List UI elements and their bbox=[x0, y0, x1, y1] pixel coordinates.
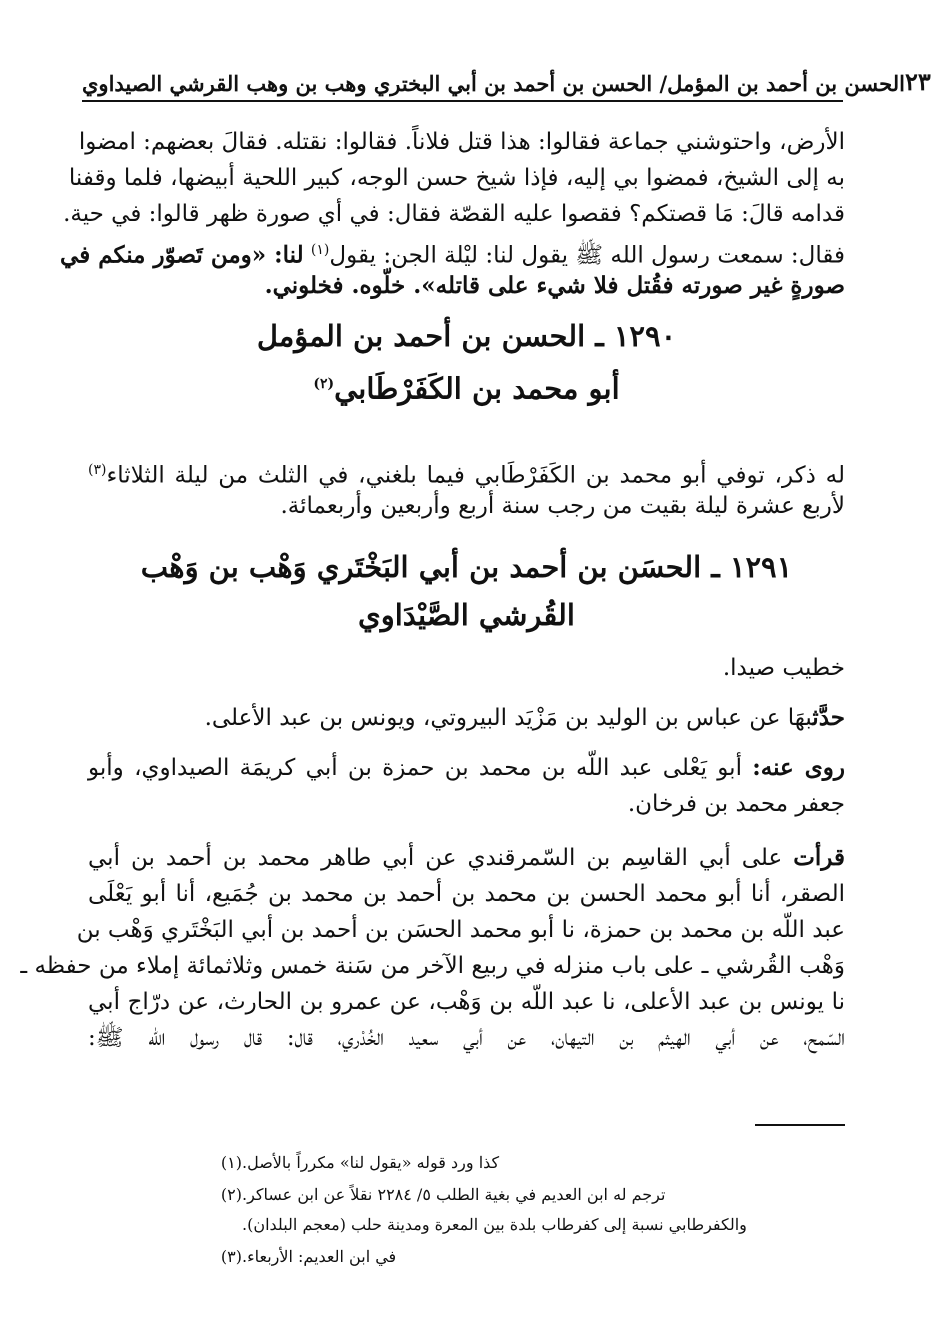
entry-1290-text: لأربع عشرة ليلة بقيت من رجب سنة أربع وأربعين وأربعمائة. bbox=[280, 493, 845, 519]
haddath-label: حدَّث bbox=[812, 704, 845, 731]
body-line: به إلى الشيخ، فمضوا بي إليه، فإذا شيخ حسن الوجه، كبير اللحية أبيضها، فلما وقفنا bbox=[68, 165, 845, 191]
footnote-1 bbox=[200, 1150, 843, 1176]
footnote-ref-1: (١) bbox=[310, 242, 330, 258]
isnad-line: الصقر، أنا أبو محمد الحسن بن محمد بن أحمد بن محمد بن جُمَيع، أنا أبو يَعْلَى bbox=[88, 881, 845, 907]
footnote-2 bbox=[200, 1182, 843, 1208]
footnote-text: والكفرطابي نسبة إلى كفرطاب بلدة بين المعرة ومدينة حلب (معجم البلدان). bbox=[242, 1215, 747, 1234]
body-line-text: فقال: سمعت رسول الله ﷺ يقول لنا: ليْلة الجن: يقول bbox=[329, 242, 845, 269]
entry-subtitle-text: أبو محمد بن الكَفَرْطَابي bbox=[334, 371, 620, 406]
footnote-ref-3: (٣) bbox=[88, 462, 107, 478]
isnad-line: عبد اللّه بن محمد بن حمزة، نا أبو محمد الحسَن بن أحمد بن أبي البَخْتَري وَهْب بن bbox=[76, 917, 845, 943]
isnad-line: نا يونس بن عبد الأعلى، نا عبد اللّه بن وَهْب، عن عمرو بن الحارث، عن درّاج أبي bbox=[88, 989, 845, 1015]
page-header bbox=[82, 60, 931, 102]
qara-label: قرأت bbox=[793, 844, 845, 871]
footnote-text: ترجم له ابن العديم في بغية الطلب ٥/ ٢٢٨٤ نقلاً عن ابن عساكر. bbox=[242, 1185, 666, 1204]
entry-subtitle-1290 bbox=[88, 362, 845, 411]
entry-title-1291-cont: القُرشي الصَّيْدَاوي bbox=[358, 598, 575, 632]
body-line: الأرض، واحتوشني جماعة فقالوا: هذا قتل فلاناً. فقالوا: نقتله. فقالَ بعضهم: امضوا bbox=[78, 129, 845, 155]
page-number: ٢٣ bbox=[904, 67, 931, 96]
rawa-label: روى عنه: bbox=[752, 754, 845, 781]
footnote-number: (٣) bbox=[220, 1247, 242, 1266]
quote-text: لنا: «ومن تَصوّر منكم في bbox=[60, 241, 304, 269]
footnote-ref-2: (٢) bbox=[313, 376, 335, 392]
rawa-line bbox=[88, 750, 845, 786]
footnote-2-cont bbox=[200, 1212, 843, 1238]
footnote-text: في ابن العديم: الأربعاء. bbox=[242, 1247, 397, 1266]
footnote-3 bbox=[200, 1244, 843, 1270]
haddath-text: بهَا عن عباس بن الوليد بن مَزْيَد البيروتي، ويونس بن عبد الأعلى. bbox=[204, 705, 813, 731]
entry-title-1290: ١٢٩٠ ـ الحسن بن أحمد بن المؤمل bbox=[256, 319, 677, 353]
qara-text: على أبي القاسِم بن السّمرقندي عن أبي طاهر محمد بن أحمد بن أبي bbox=[88, 845, 783, 871]
quote-text-end: صورةٍ غير صورته فقُتل فلا شيء على قاتله». خلّوه. فخلوني. bbox=[264, 272, 845, 299]
footnote-number: (٢) bbox=[220, 1185, 242, 1204]
footnote-number bbox=[200, 1212, 242, 1238]
footnote-rule bbox=[755, 1124, 845, 1126]
body-line: قدامه قالَ: مَا قصتكم؟ فقصوا عليه القصّة فقال: في أي صورة ظهر قالوا: في حية. bbox=[63, 201, 845, 227]
khatib-line: خطيب صيدا. bbox=[722, 655, 845, 681]
rawa-line-2: جعفر محمد بن فرخان. bbox=[627, 791, 845, 817]
running-title: الحسن بن أحمد بن المؤمل/ الحسن بن أحمد بن أبي البختري وهب بن وهب القرشي الصيداوي bbox=[82, 71, 905, 96]
footnote-text: كذا ورد قوله «يقول لنا» مكرراً بالأصل. bbox=[242, 1153, 500, 1172]
body-line bbox=[88, 268, 845, 304]
rawa-text: أبو يَعْلى عبد اللّه بن محمد بن حمزة بن أبي كريمَة الصيداوي، وأبو bbox=[88, 755, 742, 781]
body-line-text: له ذكر، توفي أبو محمد بن الكَفَرْطَابي فيما بلغني، في الثلث من ليلة الثلاثاء bbox=[106, 462, 845, 489]
qara-line bbox=[88, 840, 845, 876]
isnad-line: السّمح، عن أبي الهيثم بن التيهان، عن أبي سعيد الخُدْري، قال: قال رسول اللّه ﷺ: bbox=[88, 1025, 845, 1051]
entry-title-1291: ١٢٩١ ـ الحسَن بن أحمد بن أبي البَخْتَري وَهْب بن وَهْب bbox=[140, 550, 793, 584]
isnad-line: وَهْب القُرشي ـ على باب منزله في ربيع الآخر من سَنة خمس وثلاثمائة إملاء من حفظه ـ bbox=[20, 953, 845, 979]
footnote-number: (١) bbox=[220, 1153, 242, 1172]
haddath-line bbox=[88, 700, 845, 736]
